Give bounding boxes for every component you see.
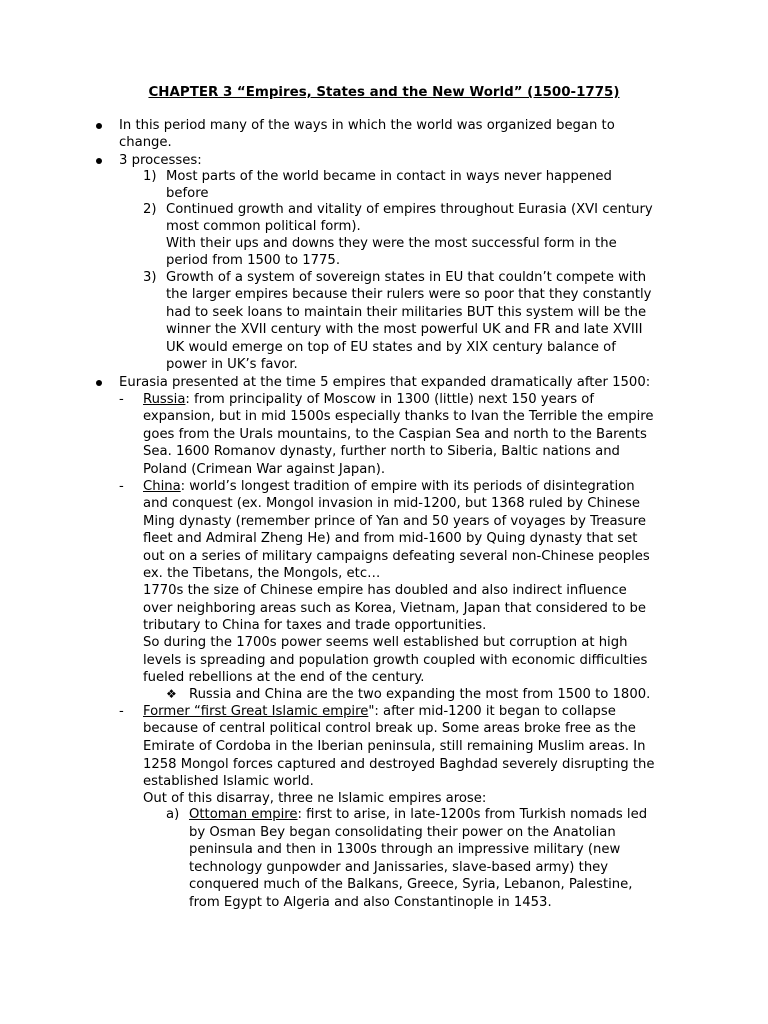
china-first-line <box>143 478 635 495</box>
islamic-line: Emirate of Cordoba in the Iberian peninsula, still remaining Muslim areas. In <box>143 739 646 754</box>
chapter-title: CHAPTER 3 “Empires, States and the New World” (1500-1775) <box>148 85 620 100</box>
bullet-icon <box>96 123 102 129</box>
list-number: 1) <box>143 169 157 184</box>
ottoman-label: Ottoman empire <box>189 807 298 822</box>
dash-marker: - <box>119 392 124 407</box>
china-line: levels is spreading and population growth coupled with economic difficulties <box>143 653 648 668</box>
bullet-icon <box>96 380 102 386</box>
islamic-line: established Islamic world. <box>143 774 314 789</box>
china-line: ex. the Tibetans, the Mongols, etc… <box>143 566 381 581</box>
bullet-text-line: 3 processes: <box>119 153 202 168</box>
list-item-line: winner the XVII century with the most powerful UK and FR and late XVIII <box>166 322 643 337</box>
islamic-line: because of central political control break up. Some areas broke free as the <box>143 721 636 736</box>
islamic-line: Out of this disarray, three ne Islamic empires arose: <box>143 791 487 806</box>
russia-line: goes from the Urals mountains, to the Caspian Sea and north to the Barents <box>143 427 647 442</box>
russia-first-line <box>143 391 594 408</box>
list-number: 3) <box>143 270 157 285</box>
china-text: : world’s longest tradition of empire with its periods of disintegration <box>180 479 635 494</box>
list-item-line: had to seek loans to maintain their militaries BUT this system will be the <box>166 305 647 320</box>
list-item-line: the larger empires because their rulers were so poor that they constantly <box>166 287 652 302</box>
list-item-line: period from 1500 to 1775. <box>166 253 341 268</box>
diamond-bullet-icon: ❖ <box>166 687 177 701</box>
list-item-line: With their ups and downs they were the most successful form in the <box>166 236 617 251</box>
note-text: Russia and China are the two expanding the most from 1500 to 1800. <box>189 687 651 702</box>
list-item-line: Continued growth and vitality of empires throughout Eurasia (XVI century <box>166 202 653 217</box>
ottoman-text: : first to arise, in late-1200s from Turkish nomads led <box>297 807 648 822</box>
list-item-line: power in UK’s favor. <box>166 357 298 372</box>
list-item-line: most common political form). <box>166 219 361 234</box>
dash-marker: - <box>119 479 124 494</box>
list-number: 2) <box>143 202 157 217</box>
china-line: over neighboring areas such as Korea, Vietnam, Japan that considered to be <box>143 601 647 616</box>
russia-text: : from principality of Moscow in 1300 (little) next 150 years of <box>185 392 594 407</box>
islamic-first-line <box>143 703 616 720</box>
list-item-line: before <box>166 186 209 201</box>
china-line: fleet and Admiral Zheng He) and from mid-1600 by Quing dynasty that set <box>143 531 638 546</box>
russia-label: Russia <box>143 392 186 407</box>
china-line: So during the 1700s power seems well established but corruption at high <box>143 635 628 650</box>
bullet-icon <box>96 158 102 164</box>
islamic-text: ": after mid-1200 it began to collapse <box>368 704 616 719</box>
ottoman-line: from Egypt to Algeria and also Constantinople in 1453. <box>189 895 552 910</box>
russia-line: expansion, but in mid 1500s especially thanks to Ivan the Terrible the empire <box>143 409 654 424</box>
china-line: out on a series of military campaigns defeating several non-Chinese peoples <box>143 549 650 564</box>
china-line: fueled rebellions at the end of the century. <box>143 670 425 685</box>
list-item-line: Most parts of the world became in contact in ways never happened <box>166 169 612 184</box>
ottoman-first-line <box>189 806 647 823</box>
china-label: China <box>143 479 181 494</box>
russia-line: Poland (Crimean War against Japan). <box>143 462 386 477</box>
ottoman-line: conquered much of the Balkans, Greece, Syria, Lebanon, Palestine, <box>189 877 633 892</box>
bullet-text-line: Eurasia presented at the time 5 empires that expanded dramatically after 1500: <box>119 375 651 390</box>
islamic-label: Former “first Great Islamic empire <box>143 704 369 719</box>
china-line: 1770s the size of Chinese empire has doubled and also indirect influence <box>143 583 627 598</box>
bullet-text-line: In this period many of the ways in which the world was organized began to <box>119 118 615 133</box>
china-line: and conquest (ex. Mongol invasion in mid-1200, but 1368 ruled by Chinese <box>143 496 640 511</box>
islamic-line: 1258 Mongol forces captured and destroyed Baghdad severely disrupting the <box>143 757 655 772</box>
ottoman-line: peninsula and then in 1300s through an impressive military (new <box>189 842 621 857</box>
china-line: Ming dynasty (remember prince of Yan and 50 years of voyages by Treasure <box>143 514 647 529</box>
list-item-line: Growth of a system of sovereign states in EU that couldn’t compete with <box>166 270 647 285</box>
ottoman-line: technology gunpowder and Janissaries, slave-based army) they <box>189 860 609 875</box>
dash-marker: - <box>119 704 124 719</box>
bullet-text-line: change. <box>119 135 172 150</box>
list-letter: a) <box>166 807 180 822</box>
china-line: tributary to China for taxes and trade opportunities. <box>143 618 487 633</box>
ottoman-line: by Osman Bey began consolidating their power on the Anatolian <box>189 825 616 840</box>
russia-line: Sea. 1600 Romanov dynasty, further north to Siberia, Baltic nations and <box>143 444 620 459</box>
list-item-line: UK would emerge on top of EU states and by XIX century balance of <box>166 340 616 355</box>
